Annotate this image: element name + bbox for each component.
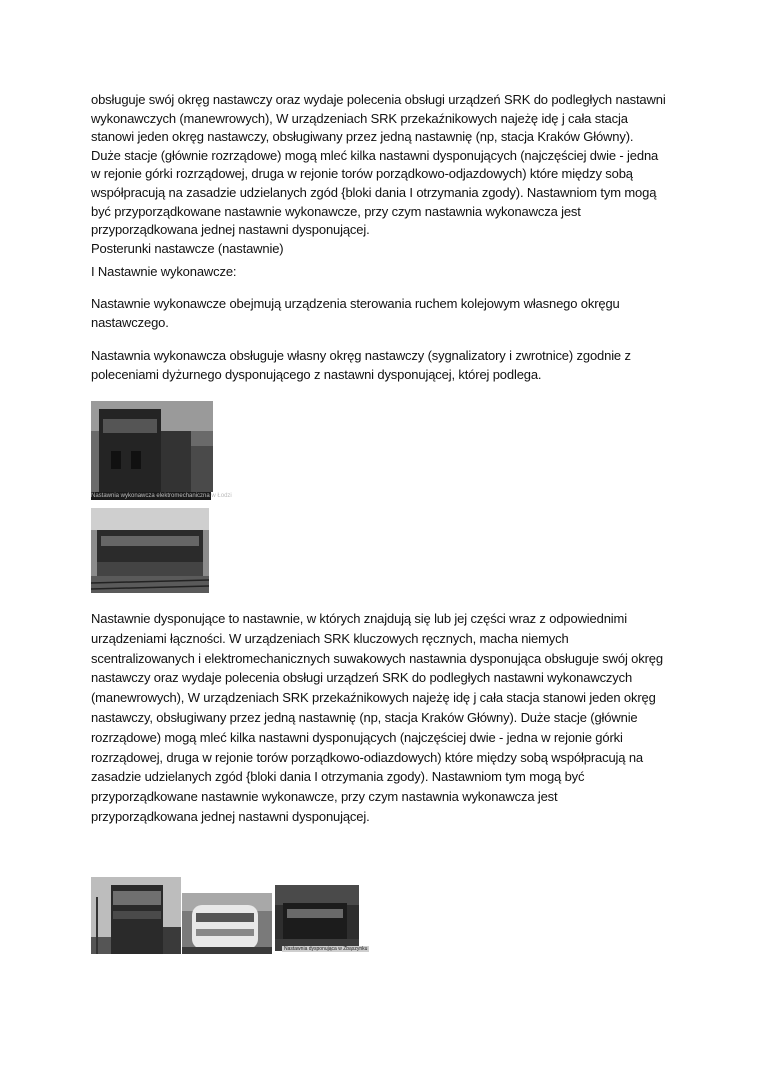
- section-heading: Posterunki nastawcze (nastawnie): [91, 240, 284, 256]
- dispatch-paragraph: [91, 609, 691, 827]
- signal-box-photo: [91, 877, 181, 954]
- text-line: (manewrowych), W urządzeniach SRK przekaźnikowych najeżę idę j cała stacja stanowi jeden okręg: [91, 690, 656, 706]
- text-line: obsługuje swój okręg nastawczy oraz wydaje polecenia obsługi urządzeń SRK do podległych nastawni: [91, 92, 666, 107]
- top-paragraph: [91, 91, 681, 258]
- text-line: rozrządowej, druga w rejonie torów porządkowo-odiazdowych) które między sobą współpracują na: [91, 749, 643, 765]
- text-line: być przyporządkowane nastawnie wykonawcze, przy czym nastawnia wykonawcza jest: [91, 203, 581, 219]
- text-line: stanowi jeden okręg nastawczy, obsługiwany przez jedną nastawnię (np, stacja Kraków Główny).: [91, 129, 634, 145]
- text-line: współpracują na zasadzie udzielanych zgód {bloki dania I otrzymania zgody). Nastawniom tym mogą: [91, 184, 657, 200]
- text-line: przyporządkowana jednej nastawni dysponującej.: [91, 808, 370, 824]
- text-line: nastawczy oraz wydaje polecenia obsługi urządzeń SRK do podległych nastawni wykonawczych: [91, 670, 633, 686]
- text-line: w rejonie górki rozrządowej, druga w rejonie torów porządkowo-odjazdowych) które między sobą: [91, 166, 633, 182]
- text-line: przyporządkowana jednej nastawni dysponującej.: [91, 222, 370, 238]
- text-line: rozrządowe) mogą mleć kilka nastawni dysponujących (najczęściej dwie - jedna w rejonie górki: [91, 729, 623, 745]
- text-line: zasadzie udzielanych zgód {bloki dania I otrzymania zgody). Nastawniom tym mogą być: [91, 769, 585, 785]
- text-line: Nastawnie dysponujące to nastawnie, w których znajdują się lub jej części wraz z odpowiednimi: [91, 611, 627, 626]
- text-line: Duże stacje (głównie rozrządowe) mogą mleć kilka nastawni dysponujących (najczęściej dwie - jedna: [91, 147, 659, 163]
- text-line: przyporządkowane nastawnie wykonawcze, przy czym nastawnia wykonawcza jest: [91, 789, 558, 805]
- signal-box-photo: [91, 508, 209, 593]
- text-line: nastawczy, obsługiwany przez jedną nastawnię (np, stacja Kraków Główny). Duże stacje (głównie: [91, 709, 638, 725]
- signal-box-photo: [91, 401, 213, 492]
- text-line: scentralizowanych i elektromechanicznych suwakowych nastawnia dysponująca obsługuje swój okręg: [91, 650, 663, 666]
- photo-caption: Nastawnia dysponująca w Zbąszynku: [284, 946, 368, 952]
- paragraph-executive-1: Nastawnie wykonawcze obejmują urządzenia sterowania ruchem kolejowym własnego okręgu nastawczego.: [91, 296, 620, 330]
- signal-box-photo: [182, 893, 272, 954]
- text-line: urządzeniami łączności. W urządzeniach SRK kluczowych ręcznych, macha niemych: [91, 630, 569, 646]
- photo-caption: Nastawnia wykonawcza elektromechaniczna w Łodzi: [91, 493, 232, 499]
- signal-box-photo: [275, 885, 359, 951]
- heading-executive: I Nastawnie wykonawcze:: [91, 264, 237, 279]
- text-line: wykonawczych (manewrowych), W urządzeniach SRK przekaźnikowych najeżę idę j cała stacja: [91, 110, 628, 126]
- paragraph-executive-2: Nastawnia wykonawcza obsługuje własny okręg nastawczy (sygnalizatory i zwrotnice) zgodnie z poleceniami dyżurnego dysponującego z nastawni dysponującej, której podlega.: [91, 348, 631, 382]
